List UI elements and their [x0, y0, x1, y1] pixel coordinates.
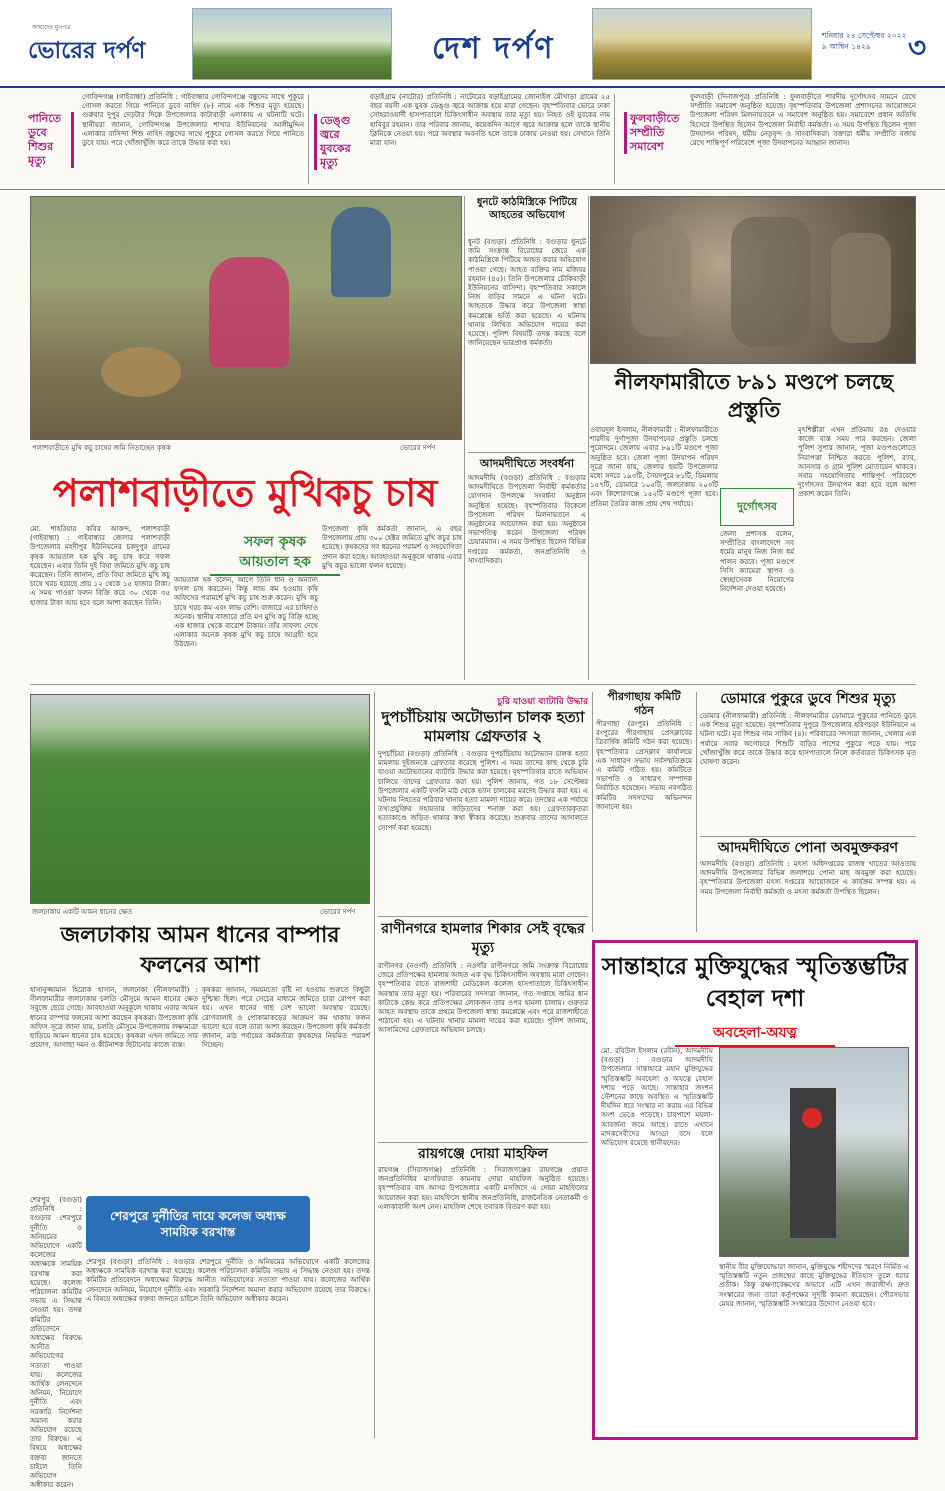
adam-sambardhana-body: আদমদীঘি (বগুড়া) প্রতিনিধি : বগুড়ার আদমদীঘিতে উপজেলা নির্বাহী কর্মকর্তার যোগদান উপলক্ষে সংবর্ধনা অনুষ্ঠান অনুষ্ঠিত হয়েছে। বৃহস্পতিবার বিকেলে উপজেলা পরিষদ মিলনায়তনে এ অনুষ্ঠানের আয়োজন করা হয়। অনুষ্ঠানে সভাপতিত্ব করেন উপজেলা পরিষদ চেয়ারম্যান। এ সময় উপস্থিত ছিলেন বিভিন্ন দপ্তরের কর্মকর্তা, জনপ্রতিনিধি ও সাংবাদিকরা। [468, 474, 586, 565]
idol-figure [831, 233, 891, 343]
monument-photo [719, 1047, 909, 1257]
strip-b-body: বড়াইগ্রাম (নাটোর) প্রতিনিধি : নাটোরের বড়াইগ্রামের জোনাইল মৌখাড়া গ্রামের ২৫ বছর বয়সী এক যুবক ডেঙ্গু জ্বরে আক্রান্ত হয়ে মারা গেছেন। বৃহস্পতিবার ভোরে ঢাকা সোহরাওয়ার্দী হাসপাতালে চিকিৎসাধীন অবস্থায় তার মৃত্যু হয়। নিহত ওই যুবকের নাম হাবিবুর রহমান। তার পরিবার জানায়, কয়েকদিন আগে জ্বরে আক্রান্ত হলে তাকে স্থানীয় ক্লিনিকে নেওয়া হয়। পরে অবস্থার অবনতি হলে তাকে ঢাকায় নেওয়া হয়। সেখানে তিনি মারা যান। [370, 93, 610, 148]
nilphamari-body-2: মৃৎশিল্পীরা এখন প্রতিমায় রঙ দেওয়ার কাজে ব্যস্ত সময় পার করছেন। জেলা পুলিশ সুপার জানান, পূজা মণ্ডপগুলোতে নিরাপত্তা নিশ্চিত করতে পুলিশ, র‌্যাব, আনসার ও গ্রাম পুলিশ মোতায়েন থাকবে। সবার সহযোগিতায় শান্তিপূর্ণ পরিবেশে দুর্গোৎসব উদযাপন করা হবে বলে আশা প্রকাশ করেন তিনি। [798, 426, 916, 499]
divider [308, 94, 309, 184]
strip-a-label: পানিতে ডুবে শিশুর মৃত্যু [28, 112, 74, 168]
durgotsab-logo [720, 488, 794, 526]
idol-figure [631, 227, 691, 337]
santahar-body-1: মো. রবিউল ইসলাম (রবীন), আদমদীঘি (বগুড়া) : বগুড়ার আদমদীঘি উপজেলার সান্তাহারে মহান মুক্তিযুদ্ধের স্মৃতিস্তম্ভটি অবহেলা ও অযত্নে বেহাল দশায় পড়ে আছে। সান্তাহার জংশন স্টেশনের কাছে অবস্থিত এ স্মৃতিস্তম্ভটি দীর্ঘদিন ধরে সংস্কার না করায় এর বিভিন্ন অংশ ভেঙে পড়েছে। চারপাশে ময়লা-আবর্জনা জমে আছে। রাতে এখানে মাদকসেবীদের আড্ডা বসে বলে অভিযোগ রয়েছে স্থানীয়দের। [601, 1047, 713, 1148]
divider [374, 692, 375, 1438]
strip-c-label: ফুলবাড়ীতে সম্প্রীতি সমাবেশ [624, 112, 682, 154]
lead-photo-credit: ভোরের দর্পণ [400, 444, 436, 452]
lead-body-1: মো. শাহরিয়ার কবির আকন্দ, পলাশবাড়ী (গাইবান্ধা) : গাইবান্ধার জেলার পলাশবাড়ী উপজেলার মহদীপুর ইউনিয়নের চকদুপুর গ্রামের কৃষক আয়তাল হক মুখি কচু চাষ করে সফল হয়েছেন। এবার তিনি দুই বিঘা জমিতে মুখি কচু চাষ করেছেন। তিনি জানান, প্রতি বিঘা জমিতে মুখি কচু চাষে খরচ হয়েছে প্রায় ১২ থেকে ১৫ হাজার টাকা। এ সময় পাওয়া ফলন বিক্রি করে ৩০ থেকে ৩৫ হাজার টাকা আয় হবে বলে আশা করছেন তিনি। [30, 525, 170, 607]
rice-headline: জলঢাকায় আমন ধানের বাম্পার ফলনের আশা [60, 922, 340, 978]
santahar-body-2: স্থানীয় বীর মুক্তিযোদ্ধারা জানান, মুক্তিযুদ্ধে শহীদদের স্মরণে নির্মিত এ স্মৃতিস্তম্ভটি নতুন প্রজন্মের কাছে মুক্তিযুদ্ধের ইতিহাস তুলে ধরার প্রতীক। কিন্তু রক্ষণাবেক্ষণের অভাবে এটি এখন জরাজীর্ণ। দ্রুত সংস্কারের জন্য তারা কর্তৃপক্ষের সুদৃষ্টি কামনা করেছেন। পৌরসভার মেয়র জানান, স্মৃতিস্তম্ভটি সংস্কারের উদ্যোগ নেওয়া হবে। [719, 1263, 909, 1308]
top-strip [0, 90, 945, 190]
santahar-box [592, 940, 918, 1440]
monument-sun [802, 1108, 822, 1128]
domar-headline: ডোমারে পুকুরে ডুবে শিশুর মৃত্যু [720, 691, 896, 707]
lead-kicker-1: সফল কৃষক [243, 534, 307, 550]
rice-photo-caption: জলঢাকায় একটি আমন ধানের ক্ষেত [32, 908, 133, 916]
dupchanchia-kicker: চুরি যাওয়া ব্যাটারি উদ্ধার [497, 697, 588, 707]
sherpur-headline-box [86, 1196, 310, 1252]
divider [592, 692, 593, 932]
idol-figure [731, 217, 811, 347]
rice-photo-credit: ভোরের দর্পণ [320, 908, 356, 916]
rice-body-2: কৃষকরা জানান, সময়মতো বৃষ্টি না হওয়ায় শুরুতে কিছুটা দুশ্চিন্তা ছিল। পরে সেচের মাধ্যমে জমিতে চারা রোপণ করা হয়। এখন ধানের গাছ বেশ ভালো অবস্থায় রয়েছে। রোগবালাই ও পোকামাকড়ের আক্রমণ কম থাকায় ফলন ভালো হবে বলে তারা আশা করছেন। উপজেলা কৃষি কর্মকর্তা জানান, মাঠ পর্যায়ের কর্মকর্তারা কৃষকদের নিয়মিত পরামর্শ দিচ্ছেন। [202, 986, 370, 1050]
masthead-photo-left [192, 8, 392, 80]
lead-kicker-2: আয়তাল হক [210, 550, 340, 576]
page-number: ৩ [908, 31, 927, 64]
divider [588, 196, 589, 680]
farmer-figure [331, 207, 391, 297]
idol-photo [590, 196, 916, 364]
kathmistri-body: ধুনট (বগুড়া) প্রতিনিধি : বগুড়ার ধুনটে জমি সংক্রান্ত বিরোধের জেরে এক কাঠমিস্ত্রিকে পিটিয়ে আহত করার অভিযোগ পাওয়া গেছে। আহত ব্যক্তির নাম মজিবর রহমান (৪৫)। তিনি উপজেলার চৌকিবাড়ী ইউনিয়নের বাসিন্দা। বৃহস্পতিবার সকালে নিজ বাড়ির সামনে এ ঘটনা ঘটে। আহতকে উদ্ধার করে উপজেলা স্বাস্থ্য কমপ্লেক্সে ভর্তি করা হয়েছে। এ ঘটনায় থানায় লিখিত অভিযোগ দায়ের করা হয়েছে। পুলিশ বিষয়টি তদন্ত করছে বলে জানিয়েছেন ভারপ্রাপ্ত কর্মকর্তা। [468, 238, 586, 348]
raiganj-body: রায়গঞ্জ (সিরাজগঞ্জ) প্রতিনিধি : সিরাজগঞ্জের রায়গঞ্জে প্রয়াত জনপ্রতিনিধির মাগফিরাত কামনায় দোয়া মাহফিল অনুষ্ঠিত হয়েছে। বৃহস্পতিবার বাদ আসর উপজেলার একটি মসজিদে এ দোয়া মাহফিলের আয়োজন করা হয়। মাহফিলে স্থানীয় জনপ্রতিনিধি, রাজনৈতিক নেতাকর্মী ও এলাকাবাসী অংশ নেন। মাহফিল শেষে তবারক বিতরণ করা হয়। [378, 1166, 588, 1211]
basket [101, 347, 181, 397]
issue-date [822, 30, 906, 52]
ranin-headline: রাণীনগরে হামলার শিকার সেই বৃদ্ধের মৃত্যু [378, 916, 588, 958]
dupchanchia-body: দুপচাঁচিয়া (বগুড়া) প্রতিনিধি : বগুড়ার দুপচাঁচিয়ায় অটোভ্যান চালক হত্যা মামলায় দুইজনকে গ্রেফতার করেছে পুলিশ। এ সময় তাদের কাছ থেকে চুরি যাওয়া অটোভ্যানের ব্যাটারি উদ্ধার করা হয়েছে। বৃহস্পতিবার রাতে অভিযান চালিয়ে তাদের গ্রেফতার করা হয়। পুলিশ জানায়, গত ১৮ সেপ্টেম্বর উপজেলার একটি ফসলি মাঠ থেকে ভ্যান চালকের মরদেহ উদ্ধার করা হয়। এ ঘটনায় নিহতের পরিবার থানায় হত্যা মামলা দায়ের করে। তদন্তের এক পর্যায়ে তথ্যপ্রযুক্তির সহায়তায় জড়িতদের শনাক্ত করা হয়। গ্রেফতারকৃতরা হত্যাকাণ্ডে জড়িত থাকার কথা স্বীকার করেছে। শুক্রবার তাদের আদালতে সোপর্দ করা হয়েছে। [378, 750, 588, 832]
ranin-body: রাণীনগর (নওগাঁ) প্রতিনিধি : নওগাঁর রাণীনগরে জমি সংক্রান্ত বিরোধের জেরে প্রতিপক্ষের হামলায় আহত এক বৃদ্ধ চিকিৎসাধীন অবস্থায় মারা গেছেন। বৃহস্পতিবার রাতে রাজশাহী মেডিকেল কলেজ হাসপাতালে চিকিৎসাধীন অবস্থায় তার মৃত্যু হয়। পরিবারের সদস্যরা জানান, গত সপ্তাহে জমির ধান কাটাকে কেন্দ্র করে প্রতিপক্ষের লোকজন তার ওপর হামলা চালায়। গুরুতর আহত অবস্থায় তাকে প্রথমে উপজেলা স্বাস্থ্য কমপ্লেক্সে এবং পরে রাজশাহীতে পাঠানো হয়। এ ঘটনায় থানায় মামলা দায়ের করা হয়েছে। পুলিশ জানায়, আসামিদের গ্রেফতারে অভিযান চলছে। [378, 962, 588, 1035]
divider [464, 196, 465, 680]
monument-pillar [790, 1088, 836, 1238]
durgotsab-logo-text: দুর্গোৎসব [737, 499, 777, 513]
pirgachha-headline: পীরগাছায় কমিটি গঠন [607, 690, 681, 717]
nilphamari-headline: নীলফামারীতে ৮৯১ মণ্ডপে চলছে প্রস্তুতি [614, 369, 894, 422]
rice-body-1: হাসানুজ্জামান হিরোক হাসান, জলঢাকা (নীলফামারী) : নীলফামারীর জলঢাকায় চলতি মৌসুমে আমন ধানের ক্ষেত সবুজে ছেয়ে গেছে। আবহাওয়া অনুকূলে থাকায় এবার আমন ধানের বাম্পার ফলনের আশা করছেন কৃষকরা। উপজেলা কৃষি অফিস সূত্রে জানা যায়, চলতি মৌসুমে উপজেলায় লক্ষ্যমাত্রা ছাড়িয়ে আমন ধানের চাষ হয়েছে। কৃষকরা এখন জমিতে সার প্রয়োগ, আগাছা দমন ও কীটনাশক ছিটানোর কাজে ব্যস্ত। [30, 986, 198, 1050]
brand-logo: ভোরের দর্পণ [28, 37, 146, 64]
lead-headline: পলাশবাড়ীতে মুখিকচু চাষ [52, 470, 438, 515]
divider [614, 94, 615, 184]
dupchanchia-headline: দুপচাঁচিয়ায় অটোভ্যান চালক হত্যা মামলায় গ্রেফতার ২ [381, 708, 585, 745]
santahar-headline: সান্তাহারে মুক্তিযুদ্ধের স্মৃতিস্তম্ভটির বেহাল দশা [602, 953, 908, 1012]
sherpur-headline: শেরপুরে দুর্নীতির দায়ে কলেজ অধ্যক্ষ সাময়িক বরখাস্ত [110, 1209, 286, 1239]
brand-tagline: আমাদের মুখপত্র [32, 24, 71, 31]
strip-b-label: ডেঙ্গু জ্বরে যুবকের মৃত্যু [314, 114, 364, 170]
lead-photo [30, 196, 462, 440]
kathmistri-headline: ধুনটে কাঠমিস্ত্রিকে পিটিয়ে আহতের অভিযোগ [476, 197, 578, 221]
nilphamari-body-3: জেলা প্রশাসক বলেন, সম্প্রীতির বাংলাদেশে সব ধর্মের মানুষ নিজ নিজ ধর্ম পালন করবে। পূজা মণ্ডপে সিসি ক্যামেরা স্থাপন ও স্বেচ্ছাসেবক নিয়োগের নির্দেশনা দেওয়া হয়েছে। [720, 530, 794, 594]
lead-body-3: উপজেলা কৃষি কর্মকর্তা জানান, এ বছর উপজেলায় প্রায় ৩০০ হেক্টর জমিতে মুখি কচুর চাষ হয়েছে। কৃষকদের সব ধরনের পরামর্শ ও সহযোগিতা প্রদান করা হচ্ছে। আবহাওয়া অনুকূলে থাকায় এবার মুখি কচুর ভালো ফলন হয়েছে। [322, 525, 462, 570]
farmer-figure [209, 257, 289, 367]
masthead-photo-right [592, 8, 812, 80]
sherpur-body-more: শেরপুর (বগুড়া) প্রতিনিধি : বগুড়ার শেরপুরে দুর্নীতি ও অনিয়মের অভিযোগে একটি কলেজের অধ্যক্ষকে সাময়িক বরখাস্ত করা হয়েছে। কলেজ পরিচালনা কমিটির সভায় এ সিদ্ধান্ত নেওয়া হয়। তদন্ত কমিটির প্রতিবেদনে অধ্যক্ষের বিরুদ্ধে আনীত অভিযোগের সত্যতা পাওয়া যায়। কলেজের আর্থিক লেনদেনে অনিয়ম, নিয়োগে দুর্নীতি এবং সরকারি নির্দেশনা অমান্য করার অভিযোগ রয়েছে তার বিরুদ্ধে। এ বিষয়ে অধ্যক্ষের বক্তব্য জানতে চাইলে তিনি অভিযোগ অস্বীকার করেন। [86, 1258, 370, 1303]
adam-pona-body: আদমদীঘি (বগুড়া) প্রতিনিধি : মৎস্য অধিদপ্তরের রাজস্ব খাতের আওতায় আদমদীঘি উপজেলার বিভিন্ন জলাশয়ে পোনা মাছ অবমুক্ত করা হয়েছে। বৃহস্পতিবার উপজেলা মৎস্য দপ্তরের আয়োজনে এ কার্যক্রম সম্পন্ন হয়। এ সময় উপজেলা নির্বাহী কর্মকর্তা ও মৎস্য কর্মকর্তা উপস্থিত ছিলেন। [700, 860, 916, 896]
strip-c-body: ফুলবাড়ী (দিনাজপুর) প্রতিনিধি : ফুলবাড়ীতে শারদীয় দুর্গোৎসব সামনে রেখে সম্প্রীতি সমাবেশ অনুষ্ঠিত হয়েছে। বৃহস্পতিবার উপজেলা প্রশাসনের আয়োজনে উপজেলা পরিষদ মিলনায়তনে এ সমাবেশ অনুষ্ঠিত হয়। সমাবেশে প্রধান অতিথি হিসেবে উপস্থিত ছিলেন উপজেলা নির্বাহী কর্মকর্তা। এ সময় উপস্থিত ছিলেন পূজা উদযাপন পরিষদ, ধর্মীয় নেতৃবৃন্দ ও সাংবাদিকরা। বক্তারা ধর্মীয় সম্প্রীতি বজায় রেখে শান্তিপূর্ণ পরিবেশে পূজা উদযাপনের আহ্বান জানান। [690, 93, 916, 148]
divider [696, 692, 697, 932]
lead-photo-caption: পলাশবাড়ীতে মুখি কচু চাষের জমি নিড়াচ্ছেন কৃষক [32, 444, 171, 452]
lead-body-2: আয়তাল হক বলেন, আগে তিনি ধান ও অন্যান্য ফসল চাষ করতেন। কিন্তু লাভ কম হওয়ায় কৃষি অফিসের পরামর্শে মুখি কচু চাষ শুরু করেন। মুখি কচু চাষে খরচ কম এবং লাভ বেশি। বাজারে এর চাহিদাও অনেক। স্থানীয় বাজারে প্রতি মণ মুখি কচু বিক্রি হচ্ছে এক হাজার থেকে বারোশ টাকায়। তাঁর সাফল্য দেখে এলাকার অনেক কৃষক মুখি কচু চাষে আগ্রহী হয়ে উঠছেন। [174, 576, 318, 649]
date-bengali: ৯ আশ্বিন ১৪২৯ [822, 42, 871, 51]
masthead [0, 0, 945, 88]
raiganj-headline: রায়গঞ্জে দোয়া মাহফিল [378, 1142, 588, 1163]
domar-body: ডোমার (নীলফামারী) প্রতিনিধি : নীলফামারীর ডোমারে পুকুরের পানিতে ডুবে এক শিশুর মৃত্যু হয়েছে। বৃহস্পতিবার দুপুরে উপজেলার হরিণচড়া ইউনিয়নে এ ঘটনা ঘটে। মৃত শিশুর নাম সাকিব (৪)। পরিবারের সদস্যরা জানান, খেলার এক পর্যায়ে সবার অগোচরে শিশুটি বাড়ির পাশের পুকুরে পড়ে যায়। পরে খোঁজাখুঁজি করে তাকে উদ্ধার করে হাসপাতালে নিলে কর্তব্যরত চিকিৎসক মৃত ঘোষণা করেন। [700, 712, 916, 767]
adam-pona-headline: আদমদীঘিতে পোনা অবমুক্তকরণ [700, 836, 916, 857]
rice-field-photo [30, 694, 370, 904]
strip-a-body: গোবিন্দগঞ্জ (গাইবান্ধা) প্রতিনিধি : গাইবান্ধার গোবিন্দগঞ্জে বন্ধুদের সাথে পুকুরে গোসল করতে গিয়ে পানিতে ডুবে নাহিদ (৮) নামে এক শিশুর মৃত্যু হয়েছে। গুরুবার দুপুর দেড়টার দিকে উপজেলার কাটাবাড়ী এলাকায় এ ঘটনাটি ঘটে। স্থানীয়রা জানান, গোবিন্দগঞ্জ উপজেলার শাখার ইউনিয়নের আলীমুদ্দিন এলাকার বাসিন্দা শিশু নাহিদ বন্ধুদের সাথে পুকুরে গোসল করতে গিয়ে পানিতে ডুবে যায়। পরে খোঁজাখুঁজি করে তাকে উদ্ধার করা হয়। [82, 93, 304, 148]
adam-sambardhana-headline: আদমদীঘিতে সংবর্ধনা [468, 452, 586, 471]
sherpur-body: শেরপুর (বগুড়া) প্রতিনিধি : বগুড়ার শেরপুরে দুর্নীতি ও অনিয়মের অভিযোগে একটি কলেজের অধ্যক্ষকে সাময়িক বরখাস্ত করা হয়েছে। কলেজ পরিচালনা কমিটির সভায় এ সিদ্ধান্ত নেওয়া হয়। তদন্ত কমিটির প্রতিবেদনে অধ্যক্ষের বিরুদ্ধে আনীত অভিযোগের সত্যতা পাওয়া যায়। কলেজের আর্থিক লেনদেনে অনিয়ম, নিয়োগে দুর্নীতি এবং সরকারি নির্দেশনা অমান্য করার অভিযোগ রয়েছে তার বিরুদ্ধে। এ বিষয়ে অধ্যক্ষের বক্তব্য জানতে চাইলে তিনি অভিযোগ অস্বীকার করেন। [30, 1196, 82, 1490]
section-title: দেশ দর্পণ [432, 31, 555, 66]
santahar-kicker: অবহেলা-অযত্ন [675, 1021, 835, 1047]
nilphamari-body-1: ওবায়দুল ইসলাম, নীলফামারী : নীলফামারীতে শারদীয় দুর্গাপূজা উদযাপনের প্রস্তুতি চলছে পুরোদমে। জেলায় এবার ৮৯১টি মণ্ডপে পূজা অনুষ্ঠিত হবে। জেলা পূজা উদযাপন পরিষদ সূত্রে জানা যায়, জেলার ছয়টি উপজেলার মধ্যে সদরে ১৯৩টি, সৈয়দপুরে ৮১টি, ডিমলায় ১৫৭টি, ডোমারে ১০৫টি, জলঢাকায় ২০৩টি এবং কিশোরগঞ্জে ১৫২টি মণ্ডপে পূজা হবে। প্রতিমা তৈরির কাজ প্রায় শেষ পর্যায়ে। [590, 426, 718, 508]
date-gregorian: শনিবার ২৪ সেপ্টেম্বর ২০২২ [822, 31, 907, 40]
pirgachha-body: পীরগাছা (রংপুর) প্রতিনিধি : রংপুরের পীরগাছায় প্রেসক্লাবের ত্রিবার্ষিক কমিটি গঠন করা হয়েছে। বৃহস্পতিবার প্রেসক্লাব কার্যালয়ে এক সাধারণ সভায় সর্বসম্মতিক্রমে এ কমিটি গঠিত হয়। কমিটিতে সভাপতি ও সাধারণ সম্পাদক নির্বাচিত হয়েছেন। সভায় নবগঠিত কমিটির সদস্যদের অভিনন্দন জানানো হয়। [596, 720, 692, 811]
divider [30, 684, 916, 685]
